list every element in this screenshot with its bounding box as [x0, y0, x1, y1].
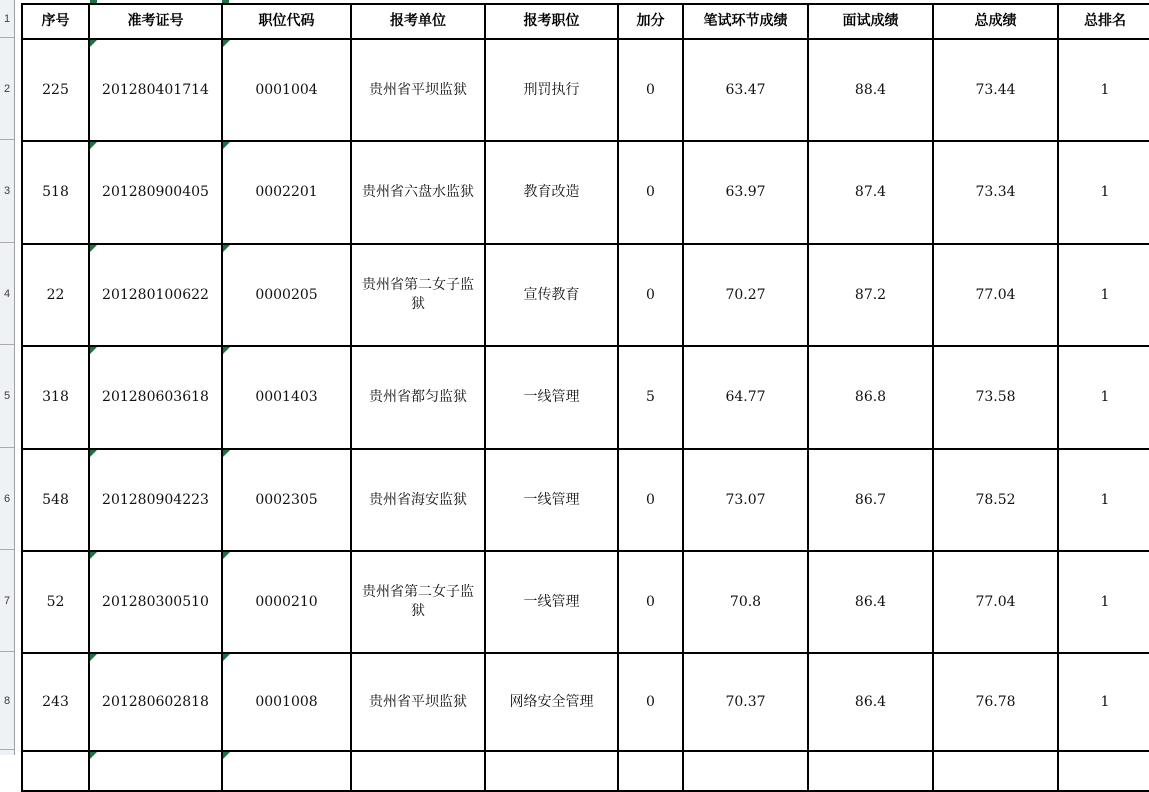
cell-value: 77.04 [975, 593, 1016, 610]
cell-value: 1 [1100, 81, 1110, 98]
cell-value: 70.37 [725, 693, 766, 710]
cell-value: 贵州省六盘水监狱 [362, 184, 474, 200]
cell-value: 201280904223 [102, 491, 209, 508]
cell-value: 0002305 [255, 491, 318, 508]
cell-value: 201280603618 [102, 389, 209, 405]
cell[interactable] [351, 346, 485, 449]
cell[interactable] [1058, 551, 1149, 653]
cell-value: 86.4 [854, 593, 887, 610]
cell[interactable] [222, 551, 351, 653]
cell[interactable] [618, 751, 683, 791]
cell-value: 0 [646, 286, 655, 303]
cell-value: 1 [1100, 184, 1110, 200]
row-number[interactable]: 8 [0, 652, 14, 750]
cell-value: 1 [1100, 491, 1110, 508]
cell-value: 5 [646, 389, 655, 405]
header-row [22, 4, 1149, 39]
cell[interactable] [485, 244, 618, 346]
cell[interactable] [808, 141, 933, 244]
cell-value: 73.07 [725, 491, 766, 508]
cell[interactable] [933, 39, 1058, 141]
cell-value: 22 [46, 286, 65, 303]
table-row [22, 39, 1149, 141]
cell-value: 贵州省平坝监狱 [369, 81, 467, 98]
cell[interactable] [933, 653, 1058, 751]
cell[interactable] [351, 39, 485, 141]
cell-value: 0001403 [255, 389, 318, 405]
cell[interactable] [22, 39, 89, 141]
cell[interactable] [1058, 346, 1149, 449]
cell[interactable] [485, 346, 618, 449]
cell-value: 一线管理 [523, 389, 580, 405]
cell[interactable] [808, 244, 933, 346]
cell-value: 52 [46, 593, 65, 610]
cell[interactable] [89, 346, 222, 449]
cell-value: 86.4 [854, 693, 887, 710]
text-format-indicator-icon [223, 142, 230, 149]
cell-value: 贵州省海安监狱 [369, 491, 467, 508]
cell[interactable] [89, 653, 222, 751]
row-number[interactable]: 4 [0, 243, 14, 345]
cell[interactable] [808, 346, 933, 449]
cell-value: 73.44 [975, 81, 1016, 98]
cell-value: 201280602818 [102, 693, 209, 710]
text-format-indicator-fragment-icon [90, 0, 97, 3]
cell[interactable] [89, 551, 222, 653]
cell[interactable] [485, 39, 618, 141]
cell[interactable] [683, 141, 808, 244]
cell-value: 刑罚执行 [523, 81, 580, 98]
cell[interactable] [89, 244, 222, 346]
cell[interactable] [933, 141, 1058, 244]
text-format-indicator-icon [90, 40, 97, 47]
cell-value: 225 [42, 81, 69, 98]
cell-value: 518 [42, 184, 69, 200]
cell[interactable] [22, 244, 89, 346]
cell[interactable] [683, 244, 808, 346]
cell[interactable] [222, 751, 351, 791]
cell[interactable] [618, 244, 683, 346]
table-row [22, 653, 1149, 751]
cell-value: 78.52 [975, 491, 1016, 508]
cell[interactable] [933, 551, 1058, 653]
cell[interactable] [89, 751, 222, 791]
cell[interactable] [1058, 244, 1149, 346]
text-format-indicator-icon [90, 347, 97, 354]
cell[interactable] [89, 449, 222, 551]
column-header[interactable]: 总成绩 [933, 4, 1058, 39]
cell-value: 0000205 [255, 286, 318, 303]
row-number[interactable]: 5 [0, 345, 14, 448]
cell-value: 1 [1100, 286, 1110, 303]
row-number[interactable]: 1 [0, 0, 14, 38]
cell[interactable] [222, 39, 351, 141]
cell[interactable] [808, 653, 933, 751]
cell[interactable] [618, 346, 683, 449]
cell-value: 64.77 [725, 389, 766, 405]
column-header[interactable]: 加分 [618, 4, 683, 39]
cell-value: 1 [1100, 593, 1110, 610]
cell-value: 73.58 [975, 389, 1016, 405]
cell-value: 1 [1100, 693, 1110, 710]
cell-value: 贵州省第二女子监狱 [362, 277, 474, 312]
cell-value: 0000210 [255, 593, 318, 610]
cell[interactable] [618, 551, 683, 653]
row-number[interactable]: 7 [0, 550, 14, 652]
cell[interactable] [222, 244, 351, 346]
cell[interactable] [808, 551, 933, 653]
cell[interactable] [933, 751, 1058, 791]
cell-value: 宣传教育 [523, 286, 580, 303]
text-format-indicator-fragment-icon [222, 0, 229, 3]
cell-value: 一线管理 [523, 593, 580, 610]
cell[interactable] [351, 244, 485, 346]
table-row-partial [22, 751, 1149, 791]
cell[interactable] [351, 751, 485, 791]
cell-value: 201280300510 [102, 593, 209, 610]
cell-value: 0 [646, 593, 655, 610]
cell[interactable] [351, 653, 485, 751]
cell-value: 73.34 [975, 184, 1016, 200]
text-format-indicator-icon [90, 552, 97, 559]
cell-value: 76.78 [975, 693, 1016, 710]
cell-value: 318 [42, 389, 69, 405]
cell[interactable] [618, 141, 683, 244]
cell-value: 0 [646, 81, 655, 98]
column-header[interactable]: 职位代码 [222, 4, 351, 39]
column-header[interactable]: 总排名 [1058, 4, 1149, 39]
text-format-indicator-icon [90, 450, 97, 457]
text-format-indicator-icon [223, 40, 230, 47]
cell[interactable] [351, 141, 485, 244]
table-row [22, 449, 1149, 551]
cell-value: 548 [42, 491, 69, 508]
cell-value: 77.04 [975, 286, 1016, 303]
cell[interactable] [683, 653, 808, 751]
column-header[interactable]: 面试成绩 [808, 4, 933, 39]
cell[interactable] [808, 449, 933, 551]
cell[interactable] [89, 141, 222, 244]
text-format-indicator-icon [90, 142, 97, 149]
row-number[interactable]: 2 [0, 38, 14, 140]
text-format-indicator-icon [223, 347, 230, 354]
cell[interactable] [22, 653, 89, 751]
cell-value: 86.7 [854, 491, 887, 508]
column-header[interactable]: 序号 [22, 4, 89, 39]
cell[interactable] [1058, 653, 1149, 751]
cell[interactable] [22, 551, 89, 653]
text-format-indicator-icon [223, 245, 230, 252]
cell[interactable] [683, 551, 808, 653]
cell[interactable] [485, 141, 618, 244]
cell[interactable] [808, 751, 933, 791]
sheet-area [21, 3, 1149, 792]
cell[interactable] [351, 449, 485, 551]
cell[interactable] [683, 346, 808, 449]
row-number-gutter [0, 0, 15, 755]
text-format-indicator-icon [223, 752, 230, 759]
cell[interactable] [22, 346, 89, 449]
cell-value: 贵州省平坝监狱 [369, 693, 467, 710]
cell[interactable] [1058, 141, 1149, 244]
cell[interactable] [22, 141, 89, 244]
cell-value: 0001008 [255, 693, 318, 710]
cell[interactable] [222, 141, 351, 244]
cell-value: 贵州省都匀监狱 [369, 389, 467, 405]
cell[interactable] [1058, 39, 1149, 141]
cell-value: 63.97 [725, 184, 766, 200]
row-number[interactable]: 3 [0, 140, 14, 243]
cell-value: 87.2 [854, 286, 887, 303]
cell[interactable] [618, 449, 683, 551]
cell-value: 0001004 [255, 81, 318, 98]
cell[interactable] [1058, 449, 1149, 551]
cell-value: 教育改造 [523, 184, 580, 200]
column-header[interactable]: 报考职位 [485, 4, 618, 39]
cell[interactable] [933, 449, 1058, 551]
cell[interactable] [222, 449, 351, 551]
text-format-indicator-icon [223, 552, 230, 559]
cell[interactable] [683, 751, 808, 791]
cell-value: 63.47 [725, 81, 766, 98]
cell[interactable] [618, 39, 683, 141]
column-header[interactable]: 报考单位 [351, 4, 485, 39]
cell-value: 70.27 [725, 286, 766, 303]
cell-value: 201280100622 [102, 286, 209, 303]
cell[interactable] [485, 751, 618, 791]
table-row [22, 141, 1149, 244]
table-row [22, 346, 1149, 449]
cell-value: 0002201 [255, 184, 318, 200]
cell[interactable] [933, 346, 1058, 449]
cell-value: 网络安全管理 [509, 693, 594, 710]
cell-value: 1 [1100, 389, 1110, 405]
row-number[interactable]: 6 [0, 448, 14, 550]
cell-value: 一线管理 [523, 491, 580, 508]
text-format-indicator-icon [90, 752, 97, 759]
text-format-indicator-icon [90, 654, 97, 661]
scores-table [21, 3, 1149, 792]
cell-value: 87.4 [854, 184, 887, 200]
cell[interactable] [485, 449, 618, 551]
cell[interactable] [22, 751, 89, 791]
table-row [22, 551, 1149, 653]
cell[interactable] [933, 244, 1058, 346]
cell[interactable] [618, 653, 683, 751]
cell-value: 70.8 [729, 593, 762, 610]
cell-value: 243 [42, 693, 69, 710]
cell-value: 86.8 [854, 389, 887, 405]
text-format-indicator-icon [223, 654, 230, 661]
cell-value: 201280401714 [102, 81, 209, 98]
cell[interactable] [222, 653, 351, 751]
cell-value: 0 [646, 184, 655, 200]
cell-value: 贵州省第二女子监狱 [362, 584, 474, 619]
cell-value: 0 [646, 491, 655, 508]
cell-value: 88.4 [854, 81, 887, 98]
cell-value: 201280900405 [102, 184, 209, 200]
cell[interactable] [89, 39, 222, 141]
cell[interactable] [351, 551, 485, 653]
text-format-indicator-icon [223, 450, 230, 457]
cell[interactable] [1058, 751, 1149, 791]
cell[interactable] [485, 551, 618, 653]
column-header[interactable]: 笔试环节成绩 [683, 4, 808, 39]
cell-value: 0 [646, 693, 655, 710]
cell[interactable] [808, 39, 933, 141]
text-format-indicator-icon [90, 245, 97, 252]
cell[interactable] [485, 653, 618, 751]
cell[interactable] [22, 449, 89, 551]
cell[interactable] [683, 449, 808, 551]
cell[interactable] [683, 39, 808, 141]
table-row [22, 244, 1149, 346]
column-header[interactable]: 准考证号 [89, 4, 222, 39]
cell[interactable] [222, 346, 351, 449]
